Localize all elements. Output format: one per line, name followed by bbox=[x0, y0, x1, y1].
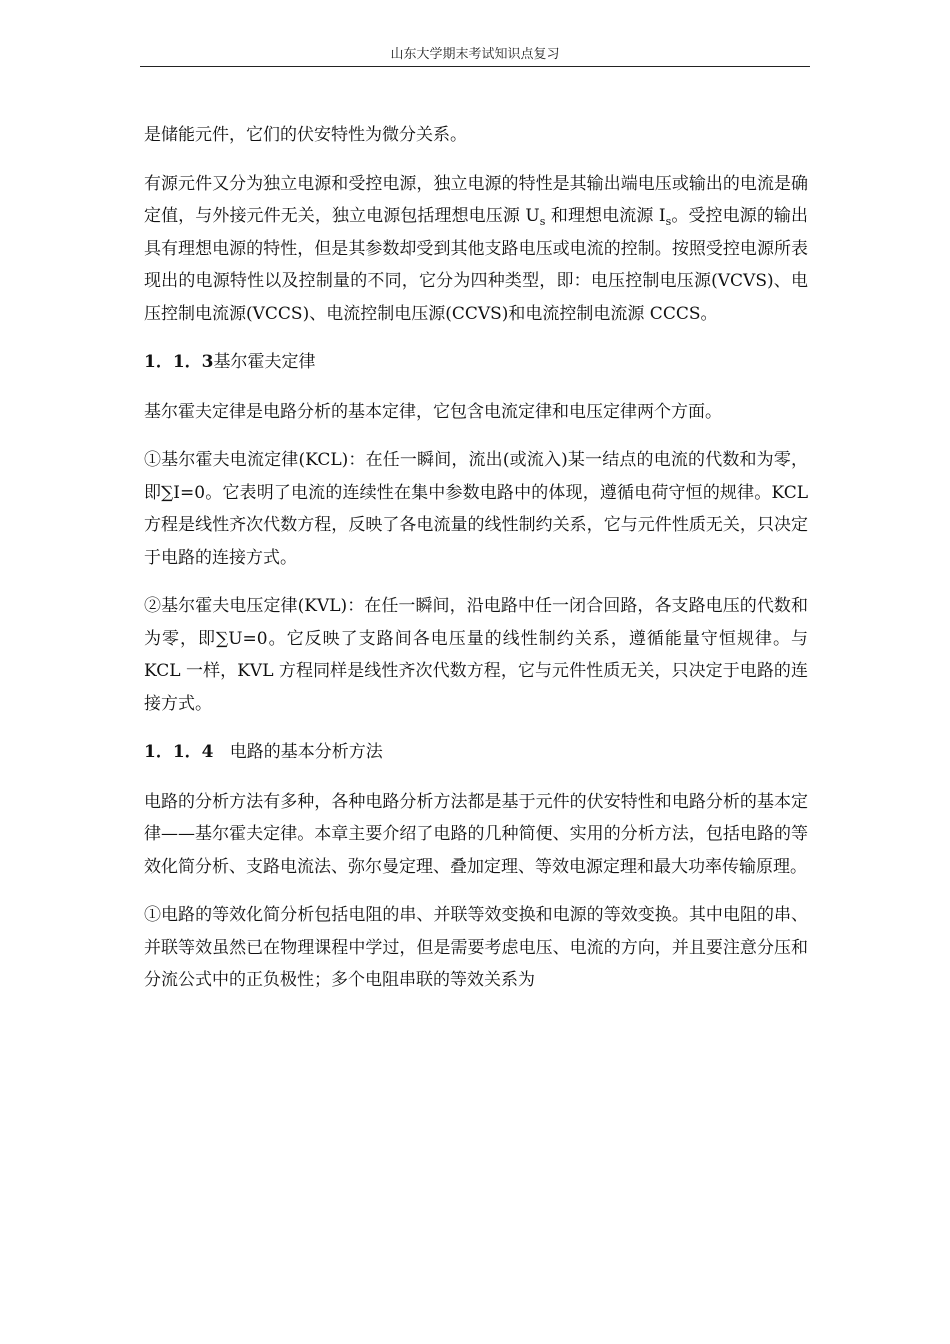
paragraph-active-elements-part-b: 和理想电流源 I bbox=[545, 206, 666, 226]
paragraph-equivalent-simplification: ①电路的等效化简分析包括电阻的串、并联等效变换和电源的等效变换。其中电阻的串、并联等效虽然已在物理课程中学过，但是需要考虑电压、电流的方向，并且要注意分压和分流公式中的正负极性；多个电阻串联的等效关系为 bbox=[144, 905, 808, 990]
section-title-1-1-4: 电路的基本分析方法 bbox=[229, 742, 383, 762]
section-heading-1-1-4 bbox=[144, 736, 808, 769]
document-body bbox=[144, 119, 808, 1013]
paragraph-active-elements-part-a: 有源元件又分为独立电源和受控电源，独立电源的特性是其输出端电压或输出的电流是确定值，与外接元件无关，独立电源包括理想电压源 U bbox=[144, 173, 808, 226]
section-title-1-1-3: 基尔霍夫定律 bbox=[213, 352, 316, 372]
paragraph-kcl: ①基尔霍夫电流定律(KCL)：在任一瞬间，流出(或流入)某一结点的电流的代数和为零，即∑I=0。它表明了电流的连续性在集中参数电路中的体现，遵循电荷守恒的规律。KCL 方程是线性齐次代数方程，反映了各电流量的线性制约关系，它与元件性质无关，只决定于电路的连接方式。 bbox=[144, 450, 808, 568]
section-number-1-1-4: 1．1．4 bbox=[144, 742, 214, 762]
paragraph-kvl: ②基尔霍夫电压定律(KVL)：在任一瞬间，沿电路中任一闭合回路，各支路电压的代数和为零，即∑U=0。它反映了支路间各电压量的线性制约关系，遵循能量守恒规律。与 KCL 一样，KVL 方程同样是线性齐次代数方程，它与元件性质无关，只决定于电路的连接方式。 bbox=[144, 596, 808, 714]
section-number-1-1-3: 1．1．3 bbox=[144, 352, 214, 372]
header-rule bbox=[140, 66, 810, 67]
paragraph-kirchhoff-intro: 基尔霍夫定律是电路分析的基本定律，它包含电流定律和电压定律两个方面。 bbox=[144, 401, 722, 422]
subscript-s-voltage: s bbox=[539, 215, 546, 228]
paragraph-energy-storage: 是储能元件，它们的伏安特性为微分关系。 bbox=[144, 125, 467, 145]
paragraph-active-elements bbox=[144, 168, 808, 331]
subscript-s-current: s bbox=[665, 215, 672, 228]
section-heading-1-1-3 bbox=[144, 346, 808, 379]
paragraph-active-elements-part-c: 。受控电源的输出具有理想电源的特性，但是其参数却受到其他支路电压或电流的控制。按照受控电源所表现出的电源特性以及控制量的不同，它分为四种类型，即：电压控制电压源(VCVS)、电压控制电流源(VCCS)、电流控制电压源(CCVS)和电流控制电流源 CCCS。 bbox=[144, 206, 808, 324]
page-header: 山东大学期末考试知识点复习 bbox=[390, 47, 560, 62]
paragraph-analysis-methods: 电路的分析方法有多种，各种电路分析方法都是基于元件的伏安特性和电路分析的基本定律——基尔霍夫定律。本章主要介绍了电路的几种简便、实用的分析方法，包括电路的等效化简分析、支路电流法、弥尔曼定理、叠加定理、等效电源定理和最大功率传输原理。 bbox=[144, 791, 808, 877]
